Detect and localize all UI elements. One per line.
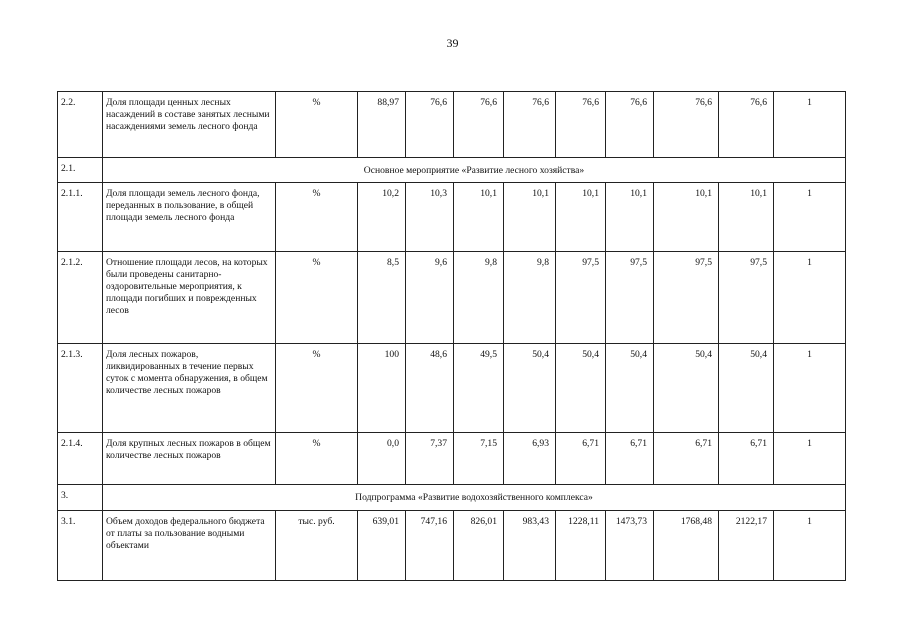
value-cell: 10,1 bbox=[654, 183, 719, 252]
value-cell: 76,6 bbox=[606, 92, 654, 158]
row-number: 3. bbox=[58, 485, 103, 511]
unit-cell: % bbox=[276, 433, 358, 485]
value-cell: 10,3 bbox=[406, 183, 454, 252]
value-cell: 48,6 bbox=[406, 344, 454, 433]
section-row bbox=[58, 158, 846, 183]
value-cell: 50,4 bbox=[556, 344, 606, 433]
value-cell: 0,0 bbox=[358, 433, 406, 485]
status-cell: 1 bbox=[774, 433, 846, 485]
value-cell: 8,5 bbox=[358, 252, 406, 344]
table-row bbox=[58, 433, 846, 485]
unit-cell: % bbox=[276, 183, 358, 252]
value-cell: 826,01 bbox=[454, 511, 504, 581]
value-cell: 639,01 bbox=[358, 511, 406, 581]
value-cell: 100 bbox=[358, 344, 406, 433]
section-title: Основное мероприятие «Развитие лесного хозяйства» bbox=[103, 158, 846, 183]
value-cell: 76,6 bbox=[454, 92, 504, 158]
table-row bbox=[58, 344, 846, 433]
value-cell: 88,97 bbox=[358, 92, 406, 158]
value-cell: 76,6 bbox=[504, 92, 556, 158]
value-cell: 9,8 bbox=[504, 252, 556, 344]
value-cell: 9,6 bbox=[406, 252, 454, 344]
indicator-description: Доля крупных лесных пожаров в общем количестве лесных пожаров bbox=[103, 433, 276, 485]
value-cell: 97,5 bbox=[719, 252, 774, 344]
indicator-description: Доля площади ценных лесных насаждений в составе занятых лесными насаждениями земель лесного фонда bbox=[103, 92, 276, 158]
value-cell: 1768,48 bbox=[654, 511, 719, 581]
value-cell: 97,5 bbox=[556, 252, 606, 344]
row-number: 2.1. bbox=[58, 158, 103, 183]
section-title: Подпрограмма «Развитие водохозяйственного комплекса» bbox=[103, 485, 846, 511]
value-cell: 10,1 bbox=[504, 183, 556, 252]
value-cell: 10,2 bbox=[358, 183, 406, 252]
value-cell: 7,37 bbox=[406, 433, 454, 485]
indicator-description: Доля лесных пожаров, ликвидированных в течение первых суток с момента обнаружения, в общем количестве лесных пожаров bbox=[103, 344, 276, 433]
row-number: 2.1.2. bbox=[58, 252, 103, 344]
status-cell: 1 bbox=[774, 183, 846, 252]
table-row bbox=[58, 92, 846, 158]
row-number: 2.1.4. bbox=[58, 433, 103, 485]
indicators-table bbox=[57, 91, 846, 581]
table-row bbox=[58, 511, 846, 581]
value-cell: 6,93 bbox=[504, 433, 556, 485]
indicator-description: Доля площади земель лесного фонда, переданных в пользование, в общей площади земель лесного фонда bbox=[103, 183, 276, 252]
value-cell: 50,4 bbox=[719, 344, 774, 433]
value-cell: 10,1 bbox=[454, 183, 504, 252]
unit-cell: % bbox=[276, 92, 358, 158]
value-cell: 6,71 bbox=[606, 433, 654, 485]
value-cell: 50,4 bbox=[606, 344, 654, 433]
table-row bbox=[58, 183, 846, 252]
value-cell: 1228,11 bbox=[556, 511, 606, 581]
table-body bbox=[58, 92, 846, 581]
indicator-description: Объем доходов федерального бюджета от платы за пользование водными объектами bbox=[103, 511, 276, 581]
unit-cell: % bbox=[276, 252, 358, 344]
unit-cell: % bbox=[276, 344, 358, 433]
value-cell: 6,71 bbox=[654, 433, 719, 485]
value-cell: 76,6 bbox=[654, 92, 719, 158]
value-cell: 10,1 bbox=[606, 183, 654, 252]
indicator-description: Отношение площади лесов, на которых были проведены санитарно-оздоровительные мероприятия, к площади погибших и поврежденных лесов bbox=[103, 252, 276, 344]
value-cell: 50,4 bbox=[504, 344, 556, 433]
row-number: 3.1. bbox=[58, 511, 103, 581]
status-cell: 1 bbox=[774, 92, 846, 158]
row-number: 2.1.1. bbox=[58, 183, 103, 252]
table-row bbox=[58, 252, 846, 344]
value-cell: 983,43 bbox=[504, 511, 556, 581]
value-cell: 76,6 bbox=[556, 92, 606, 158]
unit-cell: тыс. руб. bbox=[276, 511, 358, 581]
value-cell: 10,1 bbox=[556, 183, 606, 252]
value-cell: 76,6 bbox=[406, 92, 454, 158]
value-cell: 6,71 bbox=[719, 433, 774, 485]
value-cell: 49,5 bbox=[454, 344, 504, 433]
value-cell: 6,71 bbox=[556, 433, 606, 485]
value-cell: 10,1 bbox=[719, 183, 774, 252]
section-row bbox=[58, 485, 846, 511]
value-cell: 50,4 bbox=[654, 344, 719, 433]
value-cell: 76,6 bbox=[719, 92, 774, 158]
value-cell: 747,16 bbox=[406, 511, 454, 581]
value-cell: 2122,17 bbox=[719, 511, 774, 581]
value-cell: 97,5 bbox=[606, 252, 654, 344]
value-cell: 97,5 bbox=[654, 252, 719, 344]
value-cell: 7,15 bbox=[454, 433, 504, 485]
status-cell: 1 bbox=[774, 511, 846, 581]
status-cell: 1 bbox=[774, 344, 846, 433]
row-number: 2.2. bbox=[58, 92, 103, 158]
status-cell: 1 bbox=[774, 252, 846, 344]
page-number: 39 bbox=[446, 36, 459, 50]
row-number: 2.1.3. bbox=[58, 344, 103, 433]
value-cell: 9,8 bbox=[454, 252, 504, 344]
value-cell: 1473,73 bbox=[606, 511, 654, 581]
